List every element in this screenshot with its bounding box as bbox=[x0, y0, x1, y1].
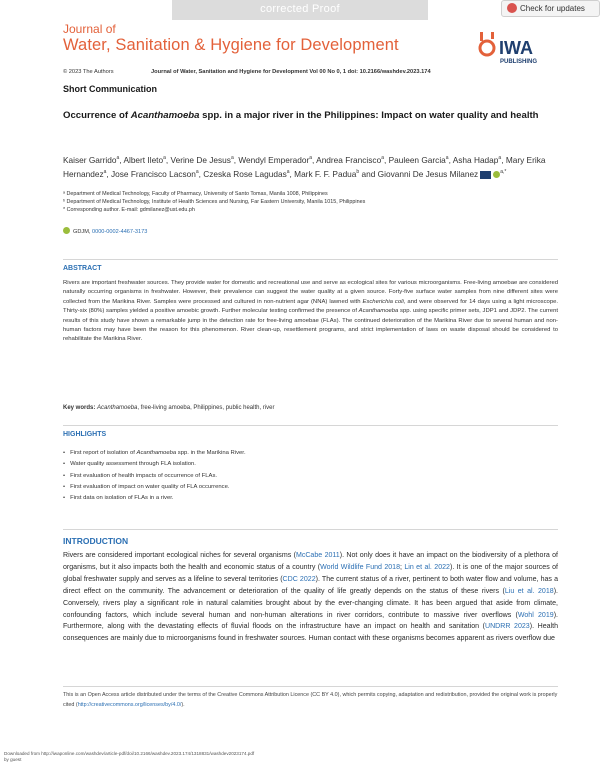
introduction-text: Rivers are considered important ecological niches for several organisms (McCabe 2011). Not only does it have an impact on the biodiversity of a plethora of organisms, but it also impacts both the health and economic status of a country (World Wildlife Fund 2018; Lin et al. 2022). It is one of the major sources of global freshwater supply and serves as a lifeline to several territories (CDC 2022). The current status of a river, pertinent to both water flow and volume, has a direct effect on the community. The advancement or deterioration of the quality of life greatly depends on the status of these rivers (Liu et al. 2018). Conversely, rivers play a significant role in natural calamities brought about by the ever-changing climate. It has been argued that aside from climate, confounding factors, which include several human and non-human alterations in river corridors, contribute to massive river overflows (Wohl 2019). Furthermore, along with the devastating effects of fluvial floods on the infrastructure have an impact on health and sanitation (UNDRR 2023). Health consequences are mainly due to microorganisms found in freshwater sources. Human contact with these organisms becomes apparent as rivers overflow due bbox=[63, 552, 558, 643]
download-url[interactable]: Downloaded from http://iwaponline.com/washdev/article-pdf/doi/10.2166/washdev.2023.174/1318831/washdev2023174.pdf bbox=[4, 751, 255, 756]
highlight-item: • First data on isolation of FLAs in a river. bbox=[63, 493, 558, 504]
divider bbox=[63, 686, 558, 687]
citation-link[interactable]: McCabe 2011 bbox=[295, 552, 340, 559]
article-meta bbox=[63, 69, 553, 75]
article-type: Short Communication bbox=[63, 84, 157, 94]
corresponding-author: * Corresponding author. E-mail: gdmilanez@ust.edu.ph bbox=[63, 207, 195, 213]
logo-text: IWA bbox=[499, 38, 533, 58]
copyright: © 2023 The Authors bbox=[63, 69, 114, 75]
author-name: Czeska Rose Lagudas bbox=[203, 169, 287, 180]
author-name: Asha Hadap bbox=[452, 154, 499, 165]
orcid-line bbox=[63, 228, 147, 235]
divider bbox=[63, 425, 558, 426]
author-affiliation-marker: a bbox=[163, 155, 166, 161]
download-guest: by guest bbox=[4, 757, 22, 762]
author-affiliation-marker: a bbox=[230, 155, 234, 161]
author-name: Andrea Francisco bbox=[316, 154, 382, 165]
author-name: Wendyl Emperador bbox=[238, 154, 310, 165]
author-name: Kaiser Garrido bbox=[63, 154, 117, 165]
keywords: Key words: Acanthamoeba, free-living amoeba, Philippines, public health, river bbox=[63, 405, 275, 411]
check-for-updates-button[interactable] bbox=[501, 0, 600, 17]
highlight-item: • First evaluation of health impacts of occurrence of FLAs. bbox=[63, 471, 558, 482]
affiliation-a: ᵃ Department of Medical Technology, Faculty of Pharmacy, University of Santo Tomas, Manila 1008, Philippines bbox=[63, 191, 328, 197]
citation-link[interactable]: Liu et al. 2018 bbox=[504, 587, 554, 595]
citation-link[interactable]: Wohl 2019 bbox=[517, 611, 554, 619]
author-name: Jose Francisco Lacson bbox=[111, 169, 196, 180]
author-affiliation-marker: a bbox=[116, 155, 120, 161]
author-name: Verine De Jesus bbox=[170, 154, 231, 165]
citation-link[interactable]: World Wildlife Fund 2018 bbox=[320, 563, 401, 571]
orcid-icon bbox=[63, 227, 70, 234]
journal-name-small: Journal of bbox=[63, 22, 116, 36]
author-name: Mary Erika Hernandez bbox=[63, 154, 546, 180]
license-text: This is an Open Access article distributed under the terms of the Creative Commons Attribution Licence (CC BY 4.0), which permits copying, adaptation and redistribution, provided the original work is properly cited (http://creativecommons.org/licenses/by/4.0/). bbox=[63, 692, 558, 708]
citation-link[interactable]: Lin et al. 2022 bbox=[404, 563, 450, 571]
author-affiliation-marker: a bbox=[381, 155, 384, 161]
divider bbox=[63, 529, 558, 530]
iwa-publishing-logo bbox=[477, 24, 547, 68]
highlights-list bbox=[63, 448, 558, 504]
author-affiliation-marker: a bbox=[498, 155, 502, 161]
abstract-heading: ABSTRACT bbox=[63, 265, 102, 272]
author-name: Albert Ileto bbox=[123, 154, 164, 165]
author-affiliation-marker: b bbox=[356, 169, 360, 176]
check-for-updates-label: Check for updates bbox=[520, 4, 585, 13]
introduction-heading: INTRODUCTION bbox=[63, 536, 129, 546]
orcid-label: GDJM, bbox=[73, 228, 91, 235]
highlight-item: • First evaluation of impact on water quality of FLA occurrence. bbox=[63, 482, 558, 493]
highlight-item: • Water quality assessment through FLA isolation. bbox=[63, 459, 558, 470]
highlights-heading: HIGHLIGHTS bbox=[63, 431, 107, 438]
author-affiliation-marker: a bbox=[103, 169, 107, 176]
author-affiliation-marker: a,* bbox=[500, 169, 507, 176]
corrected-proof-banner: corrected Proof bbox=[172, 0, 428, 20]
logo-subtext: PUBLISHING bbox=[500, 59, 538, 65]
author-affiliation-marker: a bbox=[286, 169, 290, 176]
author-list: Kaiser Garrido$^a$, Albert Ileto$^a$, Verine De Jesus$^a$, Wendyl Emperador$^a$, Andrea Francisco$^a$, Pauleen Garcia$^a$, Asha Hadap$^a$, Mary Erika Hernandez$^a$, Jose Francisco Lacson$^a$, Czeska Rose Lagudas$^a$, Mark F. F. Padua$^b$ and Giovanni De Jesus Milanez $^{a,*}$ bbox=[63, 154, 546, 180]
citation: Journal of Water, Sanitation and Hygiene for Development Vol 00 No 0, 1 doi: 10.2166/washdev.2023.174 bbox=[151, 69, 431, 75]
download-notice bbox=[4, 751, 254, 763]
update-icon bbox=[507, 3, 517, 13]
divider bbox=[63, 259, 558, 260]
affiliations bbox=[63, 190, 558, 214]
author-name: Pauleen Garcia bbox=[388, 154, 446, 165]
iwa-badge-icon bbox=[480, 171, 491, 179]
article-title: Occurrence of Acanthamoeba spp. in a major river in the Philippines: Impact on water quality and health bbox=[63, 110, 539, 121]
author-name: Mark F. F. Padua bbox=[294, 169, 357, 180]
journal-name-large: Water, Sanitation & Hygiene for Development bbox=[63, 36, 399, 54]
citation-link[interactable]: UNDRR 2023 bbox=[484, 623, 530, 631]
author-name: Giovanni De Jesus Milanez bbox=[377, 169, 479, 180]
author-affiliation-marker: a bbox=[309, 155, 312, 161]
highlight-item: • First report of isolation of Acanthamoeba spp. in the Marikina River. bbox=[63, 448, 558, 459]
affiliation-b: ᵇ Department of Medical Technology, Institute of Health Sciences and Nursing, Far Eastern University, Manila 1015, Philippines bbox=[63, 199, 366, 205]
citation-link[interactable]: CDC 2022 bbox=[282, 575, 316, 583]
license-link[interactable]: http://creativecommons.org/licenses/by/4.0/ bbox=[77, 702, 182, 708]
author-affiliation-marker: a bbox=[445, 155, 449, 161]
abstract-text: Rivers are important freshwater sources. They provide water for domestic and recreational use and serve as ecological sites for various microorganisms. Free-living amoebae are considered naturally occurring organisms in freshwater. However, their prevalence can suggest the water quality at a given source. Forty-five surface water samples from nine different sites were collected from the Marikina River. Samples were processed and cultured in non-nutrient agar (NNA) lawned with Escherichia coli, and were observed for 14 days using a light microscope. Thirty-six (80%) samples yielded a positive amoebic growth. Further molecular testing confirmed the presence of Acanthamoeba spp. using specific primer sets, JDP1 and JDP2. The current results of this study have shown a remarkable jump in the detection rate for free-living amoebae (FLAs). The continued deterioration of the Marikina River due to several human and non-human factors may have been the reason for this phenomenon. River clean-up, resettlement programs, and strict implementation of laws on waste disposal should be considered to rehabilitate the Marikina River. bbox=[63, 280, 559, 343]
author-affiliation-marker: a bbox=[195, 169, 199, 176]
orcid-link[interactable]: 0000-0002-4467-3173 bbox=[91, 228, 148, 235]
